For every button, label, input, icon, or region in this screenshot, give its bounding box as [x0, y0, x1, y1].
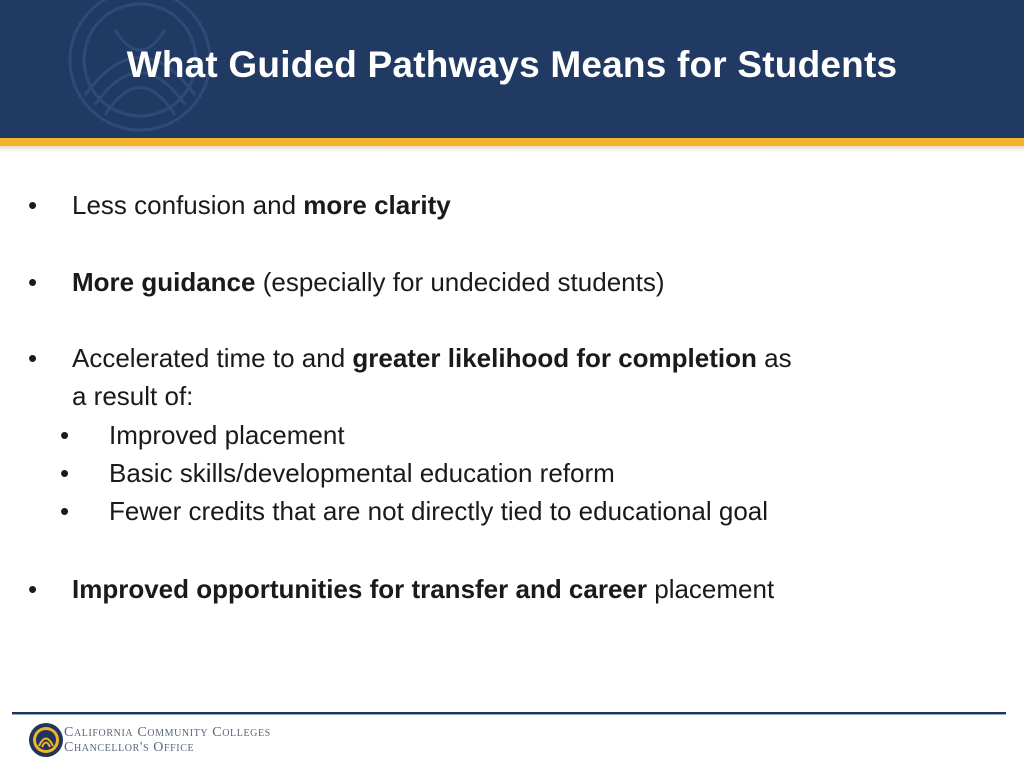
item-text: placement — [647, 574, 775, 604]
bullet-dot: • — [28, 190, 38, 220]
bullet-dot: • — [28, 343, 38, 373]
item-text: Accelerated time to and — [72, 343, 353, 373]
item-emphasis: more clarity — [303, 190, 451, 220]
item-emphasis: More guidance — [72, 267, 256, 297]
footer-divider-shadow — [12, 714, 1006, 715]
bullet-dot: • — [28, 574, 38, 604]
bullet-dot: • — [60, 420, 70, 450]
item-text: as — [756, 343, 792, 373]
item-emphasis: greater likelihood for completion — [352, 343, 757, 373]
bullet-dot: • — [28, 267, 38, 297]
item-emphasis: Improved opportunities for transfer and career — [72, 574, 648, 604]
list-item — [72, 263, 982, 301]
footer-logo-text — [64, 725, 271, 755]
sub-list-item — [60, 454, 960, 492]
item-text: a result of: — [72, 381, 194, 411]
sub-list-item — [60, 416, 960, 454]
list-item — [72, 339, 982, 415]
list-item — [72, 186, 982, 224]
slide-title: What Guided Pathways Means for Students — [126, 44, 898, 85]
ccc-logo-icon — [28, 722, 64, 758]
sub-bullet-list — [60, 416, 960, 530]
bullet-dot: • — [60, 496, 70, 526]
item-text: (especially for undecided students) — [255, 267, 665, 297]
sub-list-item — [60, 492, 960, 530]
bullet-dot: • — [60, 458, 70, 488]
sub-item-text: Basic skills/developmental education reform — [109, 458, 615, 488]
footer-line-2: Chancellor's Office — [64, 740, 195, 755]
list-item — [72, 570, 982, 608]
footer-line-1: California Community Colleges — [64, 725, 271, 740]
item-text: Less confusion and — [72, 190, 304, 220]
sub-item-text: Fewer credits that are not directly tied to educational goal — [109, 496, 769, 526]
sub-item-text: Improved placement — [109, 420, 345, 450]
